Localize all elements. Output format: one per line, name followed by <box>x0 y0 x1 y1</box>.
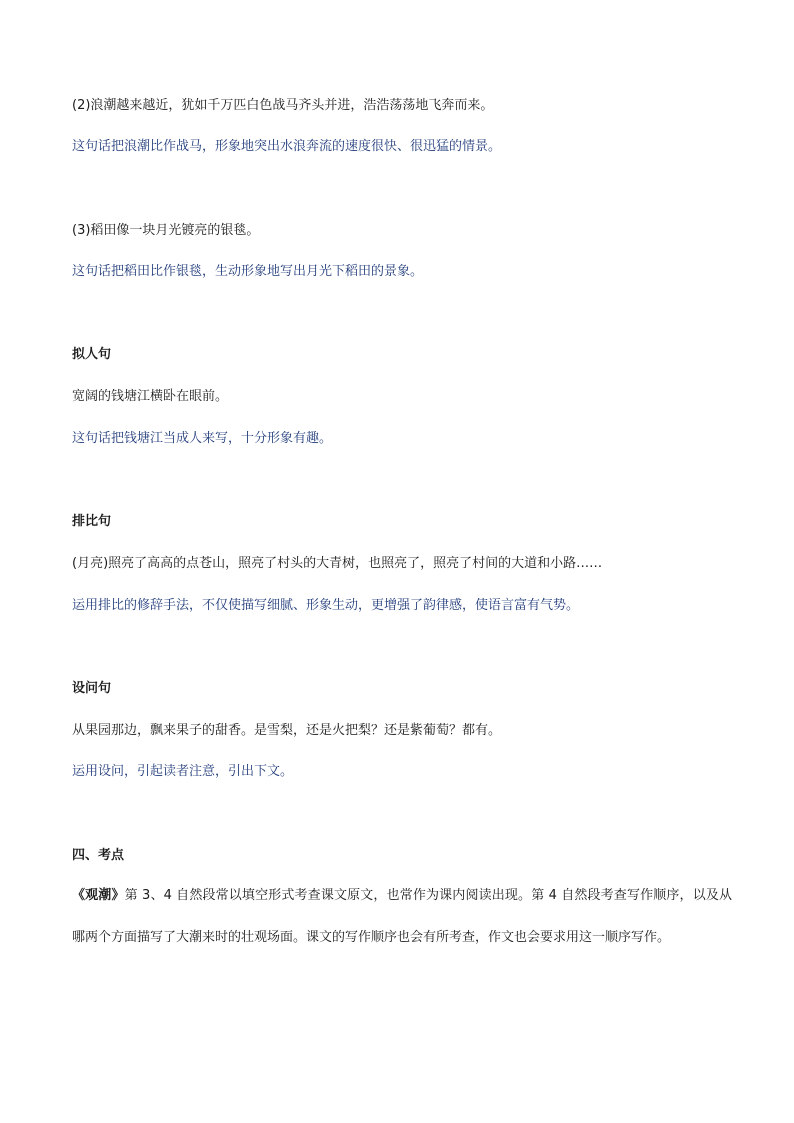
personification-heading: 拟人句 <box>72 347 112 362</box>
question-example: 从果园那边，飘来果子的甜香。是雪梨，还是火把梨？还是紫葡萄？都有。 <box>72 723 502 738</box>
metaphor-explain-2: 这句话把浪潮比作战马，形象地突出水浪奔流的速度很快、很迅猛的情景。 <box>72 139 502 154</box>
personification-example: 宽阔的钱塘江横卧在眼前。 <box>72 389 229 404</box>
exam-title: 《观潮》 <box>72 888 125 903</box>
parallelism-heading: 排比句 <box>72 514 112 529</box>
parallelism-example: (月亮)照亮了高高的点苍山，照亮了村头的大青树，也照亮了，照亮了村间的大道和小路…… <box>72 556 603 571</box>
exam-body: 第 3、4 自然段常以填空形式考查课文原文，也常作为课内阅读出现。第 4 自然段考查写作顺序，以及从哪两个方面描写了大潮来时的壮观场面。课文的写作顺序也会有所考查，作文也会要求用这一顺序写作。 <box>72 888 732 945</box>
question-heading: 设问句 <box>72 681 112 696</box>
metaphor-example-2: (2)浪潮越来越近，犹如千万匹白色战马齐头并进，浩浩荡荡地飞奔而来。 <box>72 98 494 113</box>
exam-paragraph <box>72 875 732 959</box>
personification-explain: 这句话把钱塘江当成人来写，十分形象有趣。 <box>72 431 333 446</box>
metaphor-example-3: (3)稻田像一块月光镀亮的银毯。 <box>72 223 260 238</box>
parallelism-explain: 运用排比的修辞手法，不仅使描写细腻、形象生动，更增强了韵律感，使语言富有气势。 <box>72 598 580 613</box>
metaphor-explain-3: 这句话把稻田比作银毯，生动形象地写出月光下稻田的景象。 <box>72 264 424 279</box>
question-explain: 运用设问，引起读者注意，引出下文。 <box>72 764 294 779</box>
exam-heading: 四、考点 <box>72 848 125 863</box>
